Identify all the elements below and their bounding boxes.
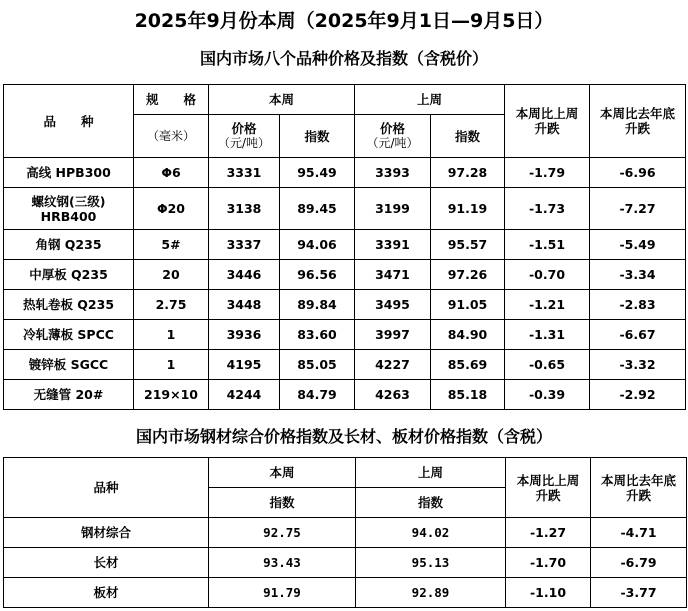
header-last-week: 上周 [355,85,505,115]
change-vs-year-end: -6.96 [590,158,686,188]
table-1-title: 国内市场八个品种价格及指数（含税价） [199,49,488,68]
table-row [4,350,686,380]
spec: 5# [134,230,209,260]
this-week-index: 96.56 [280,260,355,290]
tw-price-label: 价格 [231,121,257,136]
header-change-week: 本周比上周升跌 [505,85,590,158]
change-vs-last-week: -1.73 [505,188,590,230]
product-name: 热轧卷板 Q235 [4,290,134,320]
product-name: 螺纹钢(三级) HRB400 [4,188,134,230]
change-vs-year-end: -3.77 [591,578,687,608]
table-row [4,578,687,608]
change-vs-year-end: -5.49 [590,230,686,260]
this-week-price: 3138 [209,188,280,230]
table-row [4,188,686,230]
spec: 20 [134,260,209,290]
last-week-price: 3199 [355,188,431,230]
last-week-price: 3997 [355,320,431,350]
header-lw-price [355,115,431,158]
change-vs-last-week: -1.79 [505,158,590,188]
this-week-price: 4195 [209,350,280,380]
tw-price-unit: （元/吨） [217,136,271,150]
last-week-index: 91.05 [431,290,505,320]
header-product: 品 种 [4,85,134,158]
last-week-index: 95.57 [431,230,505,260]
last-week-price: 3393 [355,158,431,188]
this-week-index: 95.49 [280,158,355,188]
change-vs-year-end: -7.27 [590,188,686,230]
change-vs-year-end: -2.83 [590,290,686,320]
last-week-index: 95.13 [356,548,506,578]
this-week-price: 4244 [209,380,280,410]
table-row [4,518,687,548]
this-week-index: 83.60 [280,320,355,350]
last-week-price: 3391 [355,230,431,260]
product-name: 中厚板 Q235 [4,260,134,290]
product-name: 冷轧薄板 SPCC [4,320,134,350]
t2-header-last-week: 上周 [356,458,506,488]
change-vs-last-week: -0.70 [505,260,590,290]
last-week-price: 4263 [355,380,431,410]
table-2-title: 国内市场钢材综合价格指数及长材、板材价格指数（含税） [135,427,552,446]
change-vs-last-week: -0.65 [505,350,590,380]
change-vs-last-week: -1.70 [506,548,591,578]
change-vs-year-end: -6.79 [591,548,687,578]
t2-header-this-week: 本周 [209,458,356,488]
product-name: 高线 HPB300 [4,158,134,188]
change-vs-year-end: -6.67 [590,320,686,350]
header-tw-price [209,115,280,158]
header-change-year: 本周比去年底升跌 [590,85,686,158]
product-name: 无缝管 20# [4,380,134,410]
table-row [4,230,686,260]
change-vs-year-end: -3.32 [590,350,686,380]
header-spec: 规 格 [134,85,209,115]
change-vs-last-week: -1.27 [506,518,591,548]
last-week-index: 97.26 [431,260,505,290]
this-week-price: 3936 [209,320,280,350]
this-week-index: 84.79 [280,380,355,410]
price-index-table [3,84,686,410]
this-week-index: 94.06 [280,230,355,260]
last-week-index: 92.89 [356,578,506,608]
header-spec-unit [134,115,209,158]
table-row [4,260,686,290]
this-week-index: 89.45 [280,188,355,230]
header-lw-index: 指数 [431,115,505,158]
spec: 1 [134,320,209,350]
this-week-price: 3331 [209,158,280,188]
change-vs-year-end: -2.92 [590,380,686,410]
spec: 1 [134,350,209,380]
lw-price-unit: （元/吨） [366,136,419,150]
change-vs-year-end: -4.71 [591,518,687,548]
change-vs-year-end: -3.34 [590,260,686,290]
t2-header-change-year: 本周比去年底升跌 [591,458,687,518]
change-vs-last-week: -1.21 [505,290,590,320]
page-title: 2025年9月份本周（2025年9月1日—9月5日） [134,10,554,32]
this-week-index: 91.79 [209,578,356,608]
spec: 219×10 [134,380,209,410]
header-this-week: 本周 [209,85,355,115]
change-vs-last-week: -0.39 [505,380,590,410]
table-row [4,158,686,188]
t2-header-change-week: 本周比上周升跌 [506,458,591,518]
last-week-index: 94.02 [356,518,506,548]
last-week-index: 85.69 [431,350,505,380]
t2-header-product: 品种 [4,458,209,518]
this-week-price: 3446 [209,260,280,290]
t2-header-lw-index: 指数 [356,488,506,518]
t2-header-tw-index: 指数 [209,488,356,518]
header-tw-index: 指数 [280,115,355,158]
table-row [4,380,686,410]
last-week-index: 84.90 [431,320,505,350]
last-week-price: 3495 [355,290,431,320]
this-week-index: 89.84 [280,290,355,320]
this-week-price: 3337 [209,230,280,260]
product-name: 长材 [4,548,209,578]
product-name: 角钢 Q235 [4,230,134,260]
this-week-index: 85.05 [280,350,355,380]
product-name: 镀锌板 SGCC [4,350,134,380]
last-week-index: 85.18 [431,380,505,410]
last-week-price: 4227 [355,350,431,380]
this-week-price: 3448 [209,290,280,320]
change-vs-last-week: -1.51 [505,230,590,260]
table-row [4,290,686,320]
last-week-price: 3471 [355,260,431,290]
composite-index-table [3,457,687,608]
table-row [4,320,686,350]
spec-unit-label: （毫米） [146,129,195,143]
spec: 2.75 [134,290,209,320]
spec: Φ20 [134,188,209,230]
product-name: 板材 [4,578,209,608]
table-row [4,548,687,578]
lw-price-label: 价格 [379,121,405,136]
product-name: 钢材综合 [4,518,209,548]
change-vs-last-week: -1.10 [506,578,591,608]
spec: Φ6 [134,158,209,188]
last-week-index: 91.19 [431,188,505,230]
last-week-index: 97.28 [431,158,505,188]
this-week-index: 93.43 [209,548,356,578]
this-week-index: 92.75 [209,518,356,548]
change-vs-last-week: -1.31 [505,320,590,350]
